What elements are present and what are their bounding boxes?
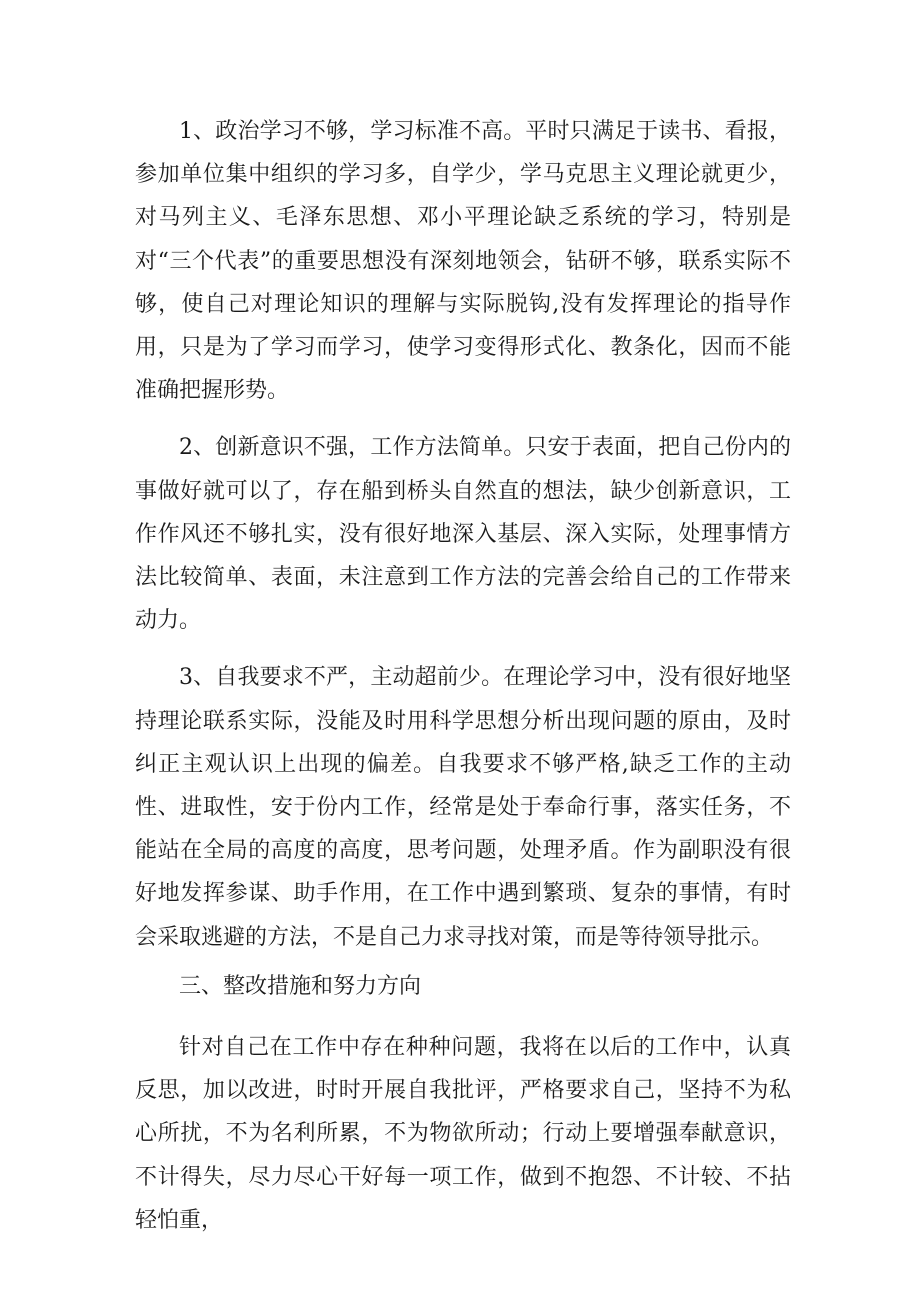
paragraph-political-study: 1、政治学习不够，学习标准不高。平时只满足于读书、看报，参加单位集中组织的学习多，自学少，学马克思主义理论就更少，对马列主义、毛泽东思想、邓小平理论缺乏系统的学习，特别是对“三个代表”的重要思想没有深刻地领会，钻研不够，联系实际不够，使自己对理论知识的理解与实际脱钩,没有发挥理论的指导作用，只是为了学习而学习，使学习变得形式化、教条化，因而不能准确把握形势。 (135, 119, 791, 404)
section-heading-rectification: 三、整改措施和努力方向 (179, 973, 422, 999)
paragraph-self-requirement: 3、自我要求不严，主动超前少。在理论学习中，没有很好地坚持理论联系实际，没能及时用科学思想分析出现问题的原由，及时纠正主观认识上出现的偏差。自我要求不够严格,缺乏工作的主动性、进取性，安于份内工作，经常是处于奉命行事，落实任务，不能站在全局的高度的高度，思考问题，处理矛盾。作为副职没有很好地发挥参谋、助手作用，在工作中遇到繁琐、复杂的事情，有时会采取逃避的方法，不是自己力求寻找对策，而是等待领导批示。 (135, 665, 791, 950)
paragraph-innovation: 2、创新意识不强，工作方法简单。只安于表面，把自己份内的事做好就可以了，存在船到桥头自然直的想法，缺少创新意识，工作作风还不够扎实，没有很好地深入基层、深入实际，处理事情方法比较简单、表面，未注意到工作方法的完善会给自己的工作带来动力。 (135, 435, 791, 634)
paragraph-rectification-measures: 针对自己在工作中存在种种问题，我将在以后的工作中，认真反思，加以改进，时时开展自我批评，严格要求自己，坚持不为私心所扰，不为名利所累，不为物欲所动；行动上要增强奉献意识，不计得失，尽力尽心干好每一项工作，做到不抱怨、不计较、不拈轻怕重， (135, 1035, 791, 1233)
document-body (135, 110, 791, 1242)
